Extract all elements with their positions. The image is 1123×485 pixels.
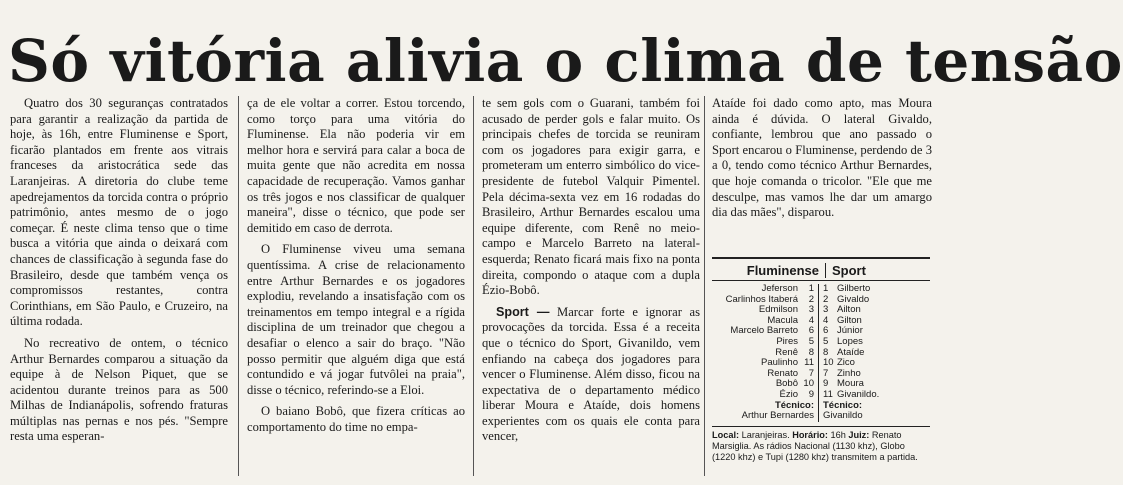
home-lineup [712,284,819,422]
player-number: 9 [823,378,829,390]
info-label: Local: [712,429,740,440]
player-name: Macula [767,314,798,326]
player-number: 4 [823,314,829,326]
player-name: Jeferson [761,283,798,294]
player-number: 6 [823,325,829,337]
paragraph: Ataíde foi dado como apto, mas Moura ainda é dúvida. O lateral Givaldo, confiante, lembrou que ano passado o Sport encarou o Fluminense, perdendo de 3 a 0, tendo como técnico Arthur Bernardes, que hoje comanda o tricolor. "Ele que me desculpe, mas vamos lhe dar um amargo dia das mães", disparou. [712,96,932,220]
coach-label: Técnico: [774,399,814,411]
player-name: Ézio [779,388,798,400]
player-number: 3 [808,304,814,316]
player-row [712,284,814,295]
info-label: Juiz: [848,429,870,440]
player-number: 11 [804,357,814,369]
coach-row [712,411,814,422]
coach-label: Técnico: [823,399,863,411]
away-lineup [819,284,879,422]
player-number: 6 [808,325,814,337]
lineup-box [712,257,930,463]
player-number: 3 [823,304,829,316]
article-column-2 [247,96,465,481]
paragraph: Quatro dos 30 seguranças contratados para garantir a realização da partida de hoje, às 16h, entre Fluminense e Sport, ficarão plantados em frente aos vitrais franceses da aristocrática sede das Laranjeiras. A diretoria do clube teme apedrejamentos da torcida contra o próprio patrimônio, antes mesmo de o jogo começar. É neste clima tenso que o time busca a vitória que ainda o deixará com chances de classificação à segunda fase do Brasileiro, desde que também vença os compromissos restantes, contra Corinthians, em São Paulo, e Cruzeiro, na última rodada. [10,96,228,329]
player-number: 10 [823,357,834,369]
player-number: 5 [808,335,814,347]
player-name: Ataíde [837,346,865,358]
paragraph: O baiano Bobô, que fizera críticas ao comportamento do time no empa- [247,404,465,434]
away-coach: Givanildo [823,410,863,422]
player-number: 7 [808,367,814,379]
player-number: 2 [823,293,829,305]
column-divider [473,96,474,476]
player-row [712,390,814,401]
player-number: 1 [808,283,814,294]
section-lead: Sport — [496,304,550,319]
player-name: Renato [767,367,798,379]
info-value: 16h [827,429,846,440]
coach-row [823,411,879,422]
player-name: Ailton [837,304,861,316]
paragraph: te sem gols com o Guarani, também foi acusado de perder gols e falar muito. Os principais chefes de torcida se reuniram com os jogadores para exigir garra, e prometeram um enterro simbólico do vice-presidente de futebol Valquir Pimentel. Pela décima-sexta vez em 16 rodadas do Brasileiro, Arthur Bernardes escalou uma equipe diferente, com Renê no meio-campo e Marcelo Barreto na lateral-esquerda; Renato ficará mais fixo na ponta direita, compondo o ataque com a dupla Ézio-Bobô. [482,96,700,298]
player-row [712,305,814,316]
player-number: 1 [823,283,829,294]
player-name: Moura [837,378,864,390]
player-number: 11 [823,388,833,400]
info-label: Horário: [792,429,828,440]
player-number: 10 [803,378,814,390]
player-number: 7 [823,367,829,379]
player-number: 8 [823,346,829,358]
player-name: Marcelo Barreto [730,325,798,337]
player-name: Givaldo [837,293,870,305]
player-name: Givanildo. [837,388,880,400]
player-number: 9 [808,388,814,400]
player-row [712,337,814,348]
lineup-body [712,281,930,422]
match-info [712,426,930,463]
player-name: Gilberto [837,283,871,294]
player-name: Lopes [837,335,863,347]
player-name: Bobô [775,378,798,390]
player-number: 4 [808,314,814,326]
player-name: Zinho [837,367,861,379]
player-row [712,379,814,390]
player-number: 8 [808,346,814,358]
away-team-name: Sport [832,263,866,278]
player-row [823,337,879,348]
player-number: 5 [823,335,829,347]
paragraph: No recreativo de ontem, o técnico Arthur Bernardes comparou a situação da equipe à de Nelson Piquet, que se acidentou durante treinos para as 500 Milhas de Indianápolis, sofrendo fraturas múltiplas nas pernas e nos pés. "Sempre resta uma esperan- [10,335,228,444]
player-name: Carlinhos Itaberá [725,293,798,305]
info-value: Renato Marsiglia. As rádios Nacional (1130 khz), Globo (1220 khz) e Tupi (1280 khz) transmitem a partida. [712,429,918,462]
paragraph: O Fluminense viveu uma semana quentíssima. A crise de relacionamento entre Arthur Bernardes e os jogadores explodiu, revelando a insatisfação com os treinamentos em tempo integral e a rígida disciplina de um treinador que chegou a desafiar o elenco a sair do braço. "Não posso permitir que alguém diga que está contundido e vá jogar futvôlei na praia", disse o técnico, referindo-se a Eloi. [247,242,465,397]
player-name: Júnior [837,325,863,337]
column-divider [238,96,239,476]
article-column-1 [10,96,228,481]
player-row [712,326,814,337]
paragraph: ça de ele voltar a correr. Estou torcendo, como torço para uma vitória do Fluminense. Ela não poderia vir em melhor hora e servirá para calar a boca de muita gente que não acredita em nossa capacidade de recuperação. Vamos ganhar os três jogos e nos classificar de qualquer maneira", disse o técnico, que pode ser demitido em caso de derrota. [247,96,465,235]
paragraph-text: Marcar forte e ignorar as provocações da torcida. Essa é a receita que o técnico do Sport, Givanildo, vem enfiando na cabeça dos jogadores para vencer o Fluminense. Além disso, ficou na expectativa de o departamento médico liberar Moura e Ataíde, dois homens experientes com os quais ele conta para vencer, [482,304,700,444]
player-row [712,358,814,369]
player-name: Paulinho [761,357,798,369]
player-name: Edmilson [758,304,798,316]
player-name: Renê [775,346,798,358]
player-row [823,284,879,295]
home-coach: Arthur Bernardes [741,410,814,422]
lineup-header [712,259,930,281]
player-row [712,369,814,380]
player-name: Pires [776,335,798,347]
article-column-4 [712,96,932,227]
home-team-name: Fluminense [712,263,826,278]
player-row [823,390,879,401]
player-name: Zico [837,357,855,369]
info-value: Laranjeiras. [739,429,790,440]
paragraph-sport [482,305,700,445]
column-divider [704,96,705,476]
article-column-3 [482,96,700,481]
headline: Só vitória alivia o clima de tensão [8,27,1123,95]
player-number: 2 [808,293,814,305]
player-name: Gilton [837,314,862,326]
